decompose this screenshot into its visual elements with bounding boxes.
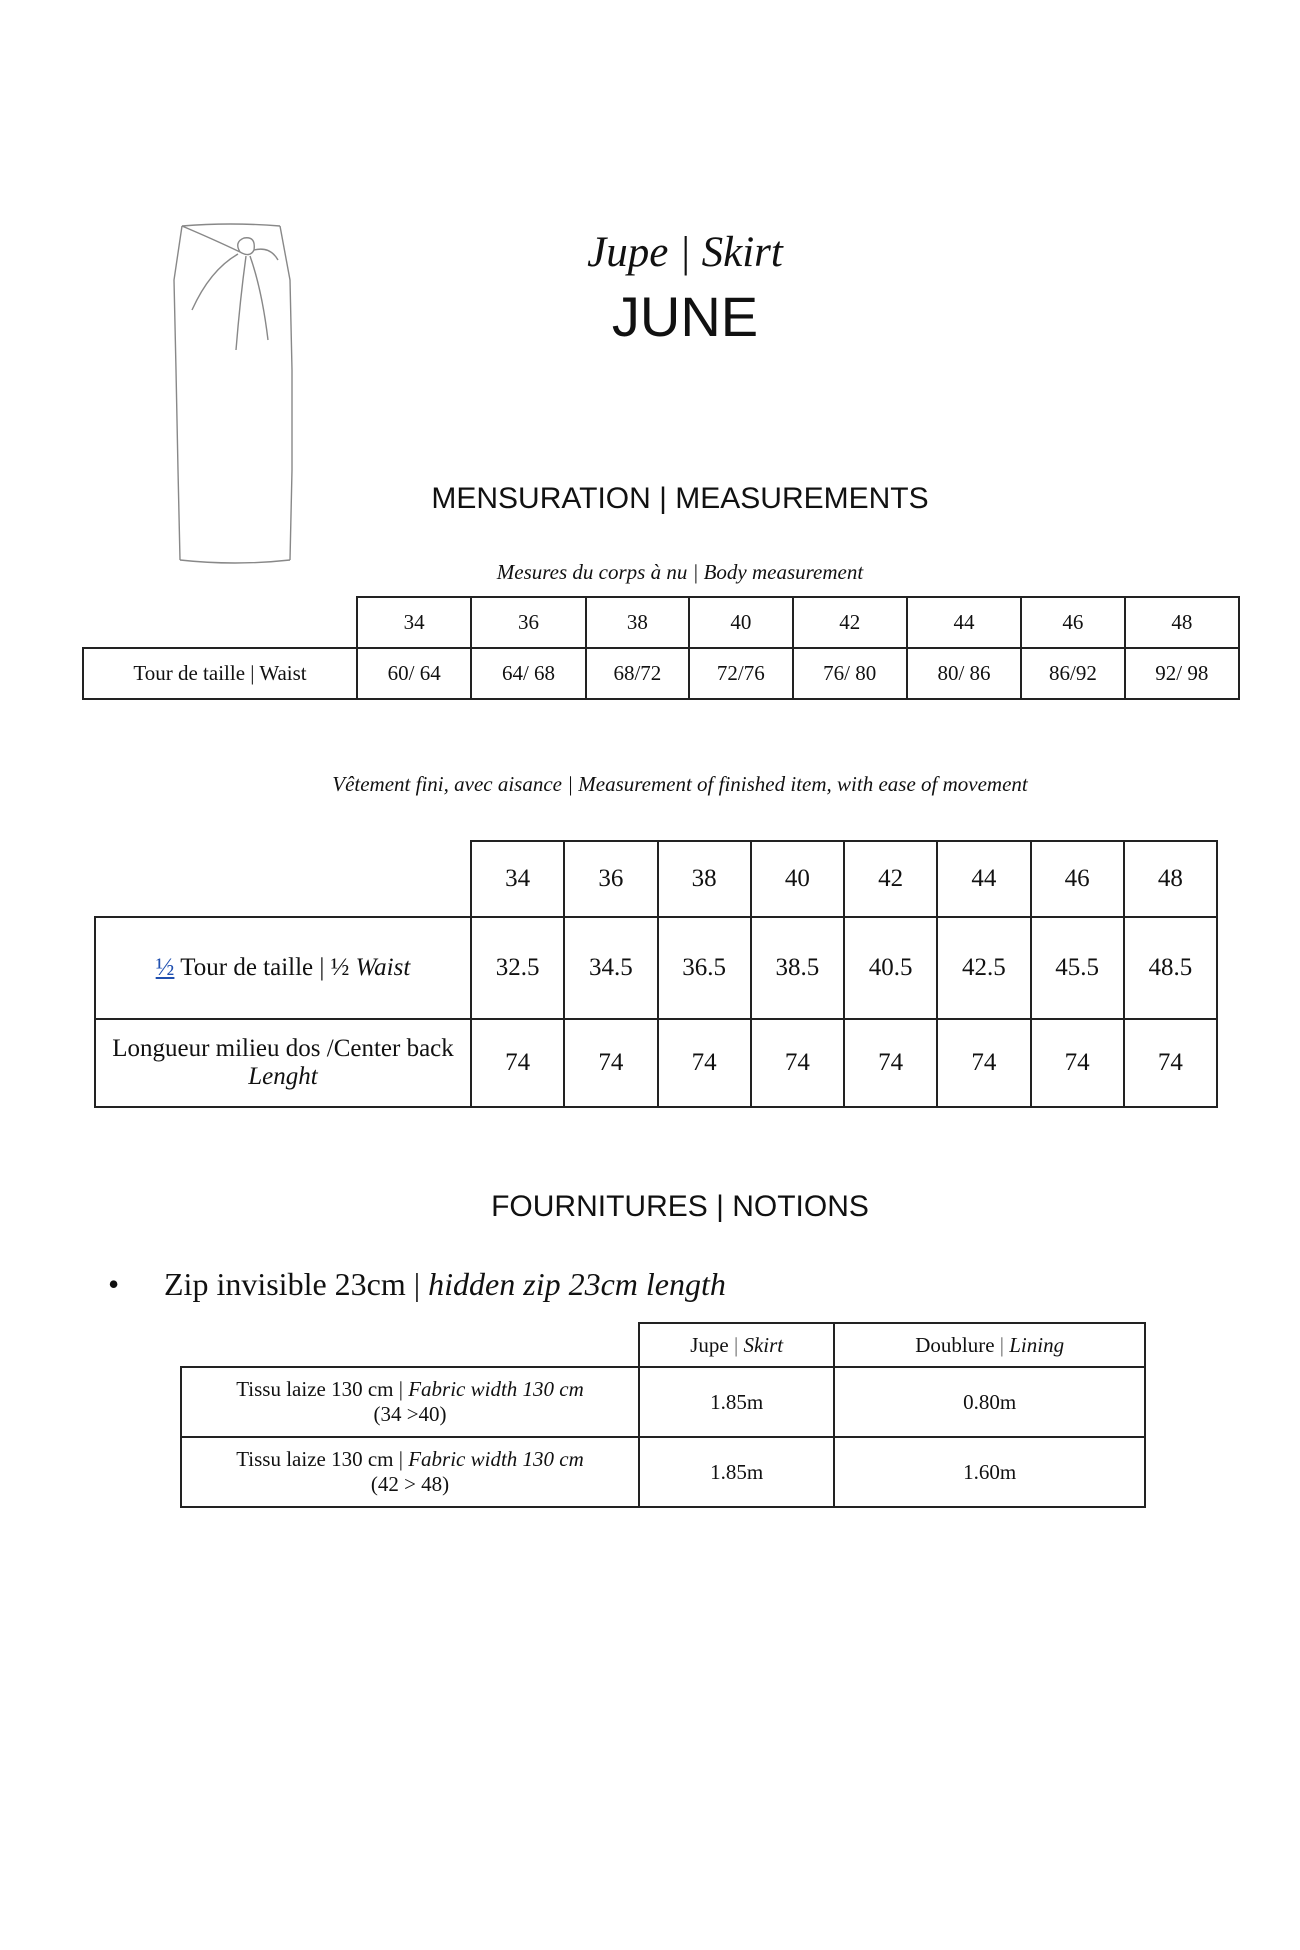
table-row — [95, 917, 1217, 1019]
document-subtitle: Jupe | Skirt — [587, 229, 783, 276]
table-cell: 72/76 — [689, 648, 792, 699]
half-fraction: ½ — [155, 954, 175, 981]
table-cell: 48.5 — [1124, 917, 1217, 1019]
table-cell: 92/ 98 — [1125, 648, 1239, 699]
table-cell: 1.85m — [639, 1367, 834, 1437]
column-header-lining — [834, 1323, 1145, 1367]
column-header-skirt — [639, 1323, 834, 1367]
table-row — [95, 841, 1217, 917]
table-cell: 74 — [658, 1019, 751, 1107]
zip-list-item — [108, 1266, 726, 1303]
table-cell: 32.5 — [471, 917, 564, 1019]
row-label-center-back-length — [95, 1019, 471, 1107]
size-header: 48 — [1125, 597, 1239, 648]
row-label-en: Waist — [355, 954, 411, 981]
table-cell: 45.5 — [1031, 917, 1124, 1019]
size-range: (34 >40) — [373, 1402, 447, 1426]
header-en: Lining — [1009, 1332, 1065, 1357]
table-cell: 74 — [1031, 1019, 1124, 1107]
header-separator: | — [994, 1332, 1010, 1357]
empty-header-cell — [181, 1323, 639, 1367]
table-row — [83, 648, 1239, 699]
row-label-half-waist — [95, 917, 471, 1019]
zip-text-fr: Zip invisible 23cm | — [164, 1266, 429, 1302]
header-fr: Jupe — [690, 1332, 729, 1357]
body-measurement-table — [82, 596, 1240, 700]
row-label-fr: Tour de taille | ½ — [174, 954, 356, 981]
fabric-row-label — [181, 1367, 639, 1437]
header-fr: Doublure — [915, 1332, 995, 1357]
header-en: Skirt — [743, 1332, 784, 1357]
size-header: 38 — [658, 841, 751, 917]
table-cell: 74 — [937, 1019, 1030, 1107]
table-cell: 76/ 80 — [793, 648, 907, 699]
table-cell: 1.85m — [639, 1437, 834, 1507]
table-cell: 1.60m — [834, 1437, 1145, 1507]
table-cell: 38.5 — [751, 917, 844, 1019]
size-header: 40 — [751, 841, 844, 917]
empty-header-cell — [83, 597, 357, 648]
size-header: 46 — [1021, 597, 1124, 648]
finished-measurement-caption: Vêtement fini, avec aisance | Measurement of finished item, with ease of movement — [332, 772, 1028, 796]
table-cell: 86/92 — [1021, 648, 1124, 699]
table-cell: 36.5 — [658, 917, 751, 1019]
table-cell: 74 — [844, 1019, 937, 1107]
table-cell: 0.80m — [834, 1367, 1145, 1437]
notions-heading: FOURNITURES | NOTIONS — [491, 1190, 869, 1223]
size-range: (42 > 48) — [370, 1472, 450, 1496]
zip-text-en: hidden zip 23cm length — [428, 1266, 726, 1302]
document-title: JUNE — [611, 285, 759, 348]
size-header: 40 — [689, 597, 792, 648]
row-label-fr: Tissu laize 130 cm | — [236, 1377, 409, 1401]
size-header: 34 — [471, 841, 564, 917]
size-header: 46 — [1031, 841, 1124, 917]
table-row — [181, 1367, 1145, 1437]
fabric-row-label — [181, 1437, 639, 1507]
table-row — [95, 1019, 1217, 1107]
table-cell: 40.5 — [844, 917, 937, 1019]
measurements-heading: MENSURATION | MEASUREMENTS — [431, 482, 929, 515]
size-header: 42 — [793, 597, 907, 648]
table-cell: 60/ 64 — [357, 648, 471, 699]
table-cell: 34.5 — [564, 917, 657, 1019]
row-label-en: Lenght — [248, 1063, 318, 1090]
table-cell: 80/ 86 — [907, 648, 1021, 699]
table-cell: 42.5 — [937, 917, 1030, 1019]
body-measurement-caption: Mesures du corps à nu | Body measurement — [496, 560, 864, 584]
row-label-fr: Longueur milieu dos /Center back — [112, 1035, 454, 1062]
table-cell: 68/72 — [586, 648, 689, 699]
finished-measurement-table — [94, 840, 1218, 1108]
size-header: 36 — [471, 597, 585, 648]
size-header: 34 — [357, 597, 471, 648]
size-header: 42 — [844, 841, 937, 917]
row-label-waist: Tour de taille | Waist — [83, 648, 357, 699]
table-row — [181, 1437, 1145, 1507]
row-label-en: Fabric width 130 cm — [408, 1447, 584, 1471]
row-label-fr: Tissu laize 130 cm | — [236, 1447, 409, 1471]
empty-header-cell — [95, 841, 471, 917]
size-header: 48 — [1124, 841, 1217, 917]
table-cell: 74 — [564, 1019, 657, 1107]
table-cell: 74 — [471, 1019, 564, 1107]
table-row — [181, 1323, 1145, 1367]
table-row — [83, 597, 1239, 648]
skirt-illustration — [170, 220, 320, 580]
table-cell: 64/ 68 — [471, 648, 585, 699]
table-cell: 74 — [751, 1019, 844, 1107]
size-header: 38 — [586, 597, 689, 648]
table-cell: 74 — [1124, 1019, 1217, 1107]
size-header: 36 — [564, 841, 657, 917]
fabric-requirements-table — [180, 1322, 1146, 1508]
header-separator: | — [728, 1332, 744, 1357]
bullet-icon: • — [108, 1266, 120, 1302]
row-label-en: Fabric width 130 cm — [408, 1377, 584, 1401]
size-header: 44 — [937, 841, 1030, 917]
size-header: 44 — [907, 597, 1021, 648]
